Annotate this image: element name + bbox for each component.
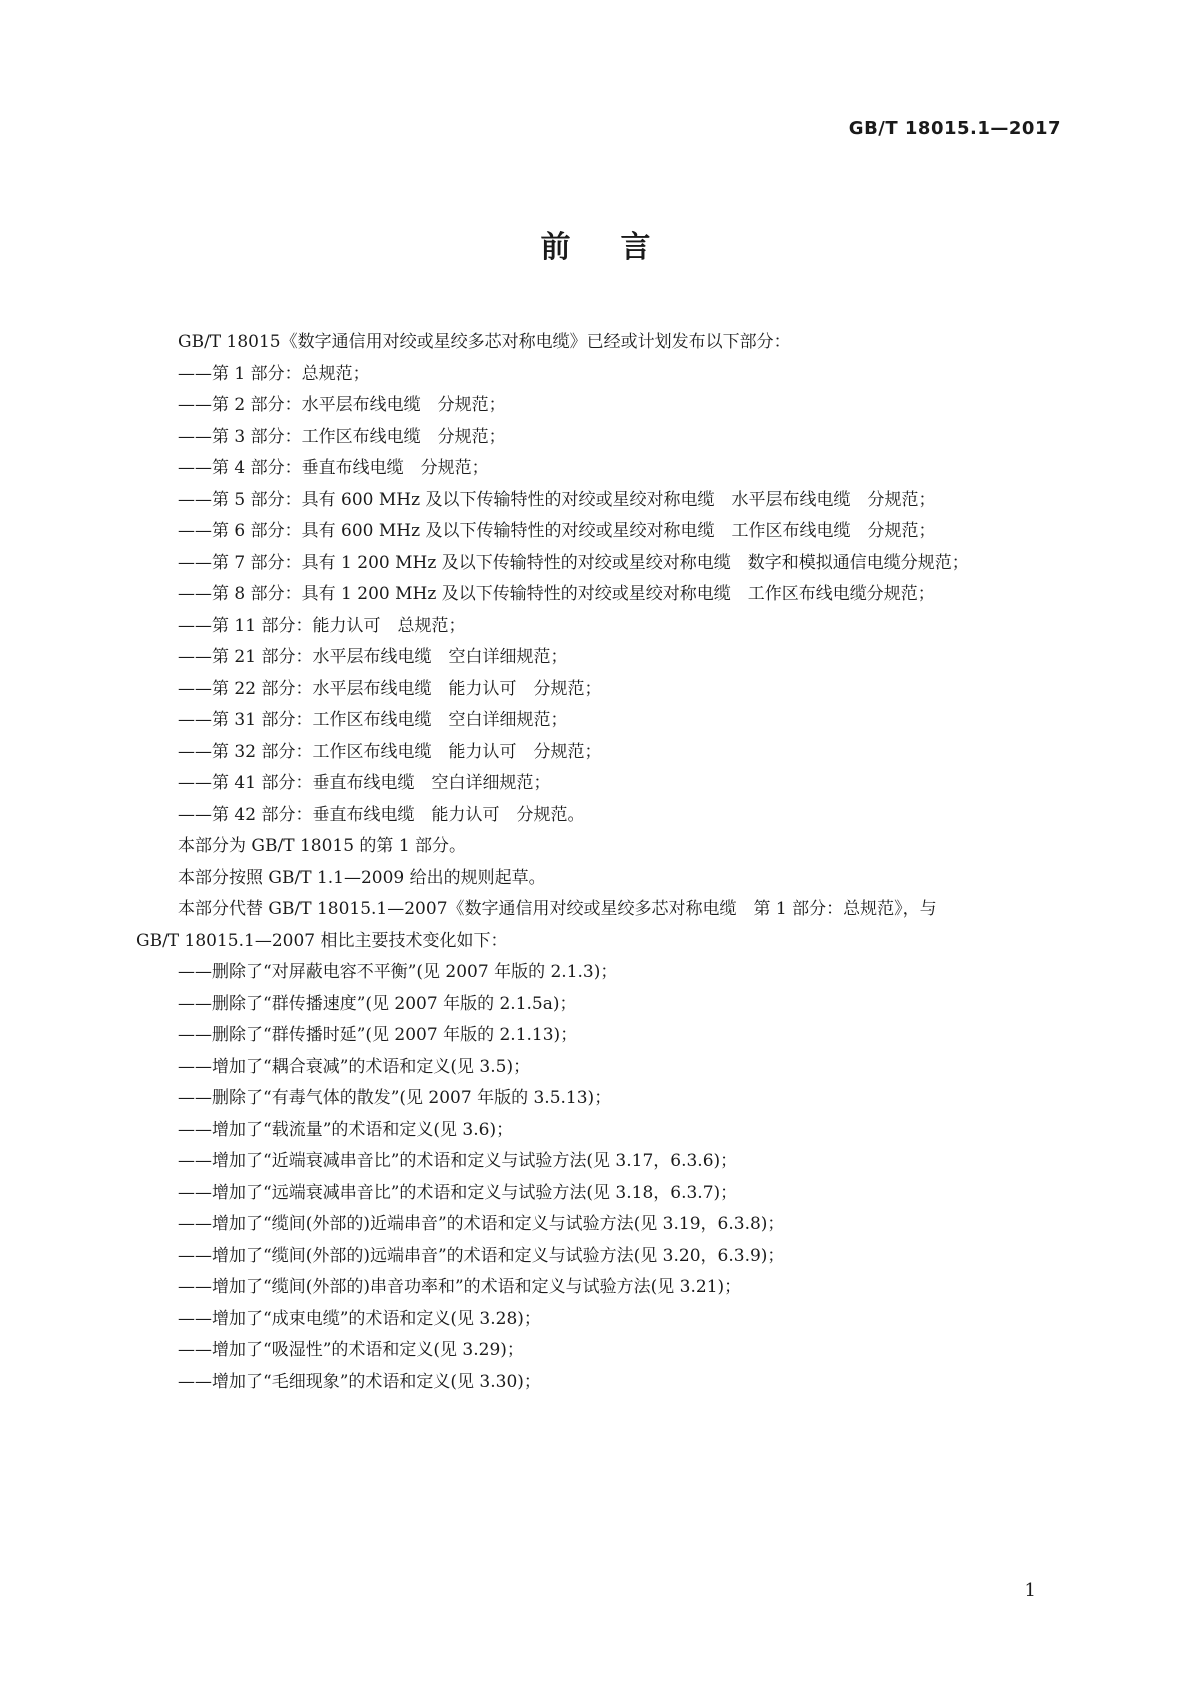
list-item: ——增加了“耦合衰减”的术语和定义(见 3.5)； <box>178 1056 531 1077</box>
document-body <box>136 327 1062 1398</box>
list-item: ——第 21 部分：水平层布线电缆 空白详细规范； <box>178 647 568 667</box>
replacement-paragraph-line2: GB/T 18015.1—2007 相比主要技术变化如下： <box>136 930 508 951</box>
list-item: ——第 11 部分：能力认可 总规范； <box>178 615 466 636</box>
list-item: ——第 7 部分：具有 1 200 MHz 及以下传输特性的对绞或星绞对称电缆 数字和模拟通信电缆分规范； <box>178 552 969 573</box>
list-item: ——增加了“载流量”的术语和定义(见 3.6)； <box>178 1119 514 1140</box>
list-item: ——增加了“毛细现象”的术语和定义(见 3.30)； <box>178 1371 541 1392</box>
list-item: ——增加了“缆间(外部的)近端串音”的术语和定义与试验方法(见 3.19，6.3.8)； <box>178 1214 785 1234</box>
list-item: ——增加了“缆间(外部的)串音功率和”的术语和定义与试验方法(见 3.21)； <box>178 1277 742 1297</box>
statement-part: 本部分为 GB/T 18015 的第 1 部分。 <box>178 836 467 856</box>
page-title: 前言 <box>540 230 701 265</box>
list-item: ——第 3 部分：工作区布线电缆 分规范； <box>178 426 506 447</box>
list-item: ——第 2 部分：水平层布线电缆 分规范； <box>178 395 506 415</box>
page-number: 1 <box>1024 1580 1036 1601</box>
list-item: ——增加了“近端衰减串音比”的术语和定义与试验方法(见 3.17，6.3.6)； <box>178 1151 738 1171</box>
list-item: ——第 6 部分：具有 600 MHz 及以下传输特性的对绞或星绞对称电缆 工作区布线电缆 分规范； <box>178 521 936 541</box>
list-item: ——第 4 部分：垂直布线电缆 分规范； <box>178 458 489 478</box>
standard-number: GB/T 18015.1—2017 <box>848 118 1061 139</box>
statement-rules: 本部分按照 GB/T 1.1—2009 给出的规则起草。 <box>178 867 546 888</box>
list-item: ——第 31 部分：工作区布线电缆 空白详细规范； <box>178 710 568 730</box>
list-item: ——第 41 部分：垂直布线电缆 空白详细规范； <box>178 773 551 793</box>
parts-list <box>178 359 1062 832</box>
intro-paragraph: GB/T 18015《数字通信用对绞或星绞多芯对称电缆》已经或计划发布以下部分： <box>178 332 791 352</box>
replacement-paragraph-line1: 本部分代替 GB/T 18015.1—2007《数字通信用对绞或星绞多芯对称电缆 第 1 部分：总规范》，与 <box>178 899 937 919</box>
list-item: ——删除了“群传播速度”(见 2007 年版的 2.1.5a)； <box>178 993 577 1014</box>
list-item: ——增加了“缆间(外部的)远端串音”的术语和定义与试验方法(见 3.20，6.3.9)； <box>178 1245 785 1266</box>
list-item: ——删除了“对屏蔽电容不平衡”(见 2007 年版的 2.1.3)； <box>178 962 618 982</box>
list-item: ——增加了“成束电缆”的术语和定义(见 3.28)； <box>178 1308 541 1329</box>
list-item: ——第 32 部分：工作区布线电缆 能力认可 分规范； <box>178 741 602 762</box>
list-item: ——第 42 部分：垂直布线电缆 能力认可 分规范。 <box>178 804 585 825</box>
list-item: ——第 1 部分：总规范； <box>178 363 370 384</box>
list-item: ——第 8 部分：具有 1 200 MHz 及以下传输特性的对绞或星绞对称电缆 工作区布线电缆分规范； <box>178 584 935 604</box>
list-item: ——第 5 部分：具有 600 MHz 及以下传输特性的对绞或星绞对称电缆 水平层布线电缆 分规范； <box>178 489 936 510</box>
changes-list <box>178 957 1062 1398</box>
list-item: ——删除了“群传播时延”(见 2007 年版的 2.1.13)； <box>178 1025 578 1045</box>
list-item: ——删除了“有毒气体的散发”(见 2007 年版的 3.5.13)； <box>178 1088 612 1108</box>
list-item: ——增加了“吸湿性”的术语和定义(见 3.29)； <box>178 1340 524 1360</box>
list-item: ——第 22 部分：水平层布线电缆 能力认可 分规范； <box>178 678 602 699</box>
list-item: ——增加了“远端衰减串音比”的术语和定义与试验方法(见 3.18，6.3.7)； <box>178 1182 738 1203</box>
